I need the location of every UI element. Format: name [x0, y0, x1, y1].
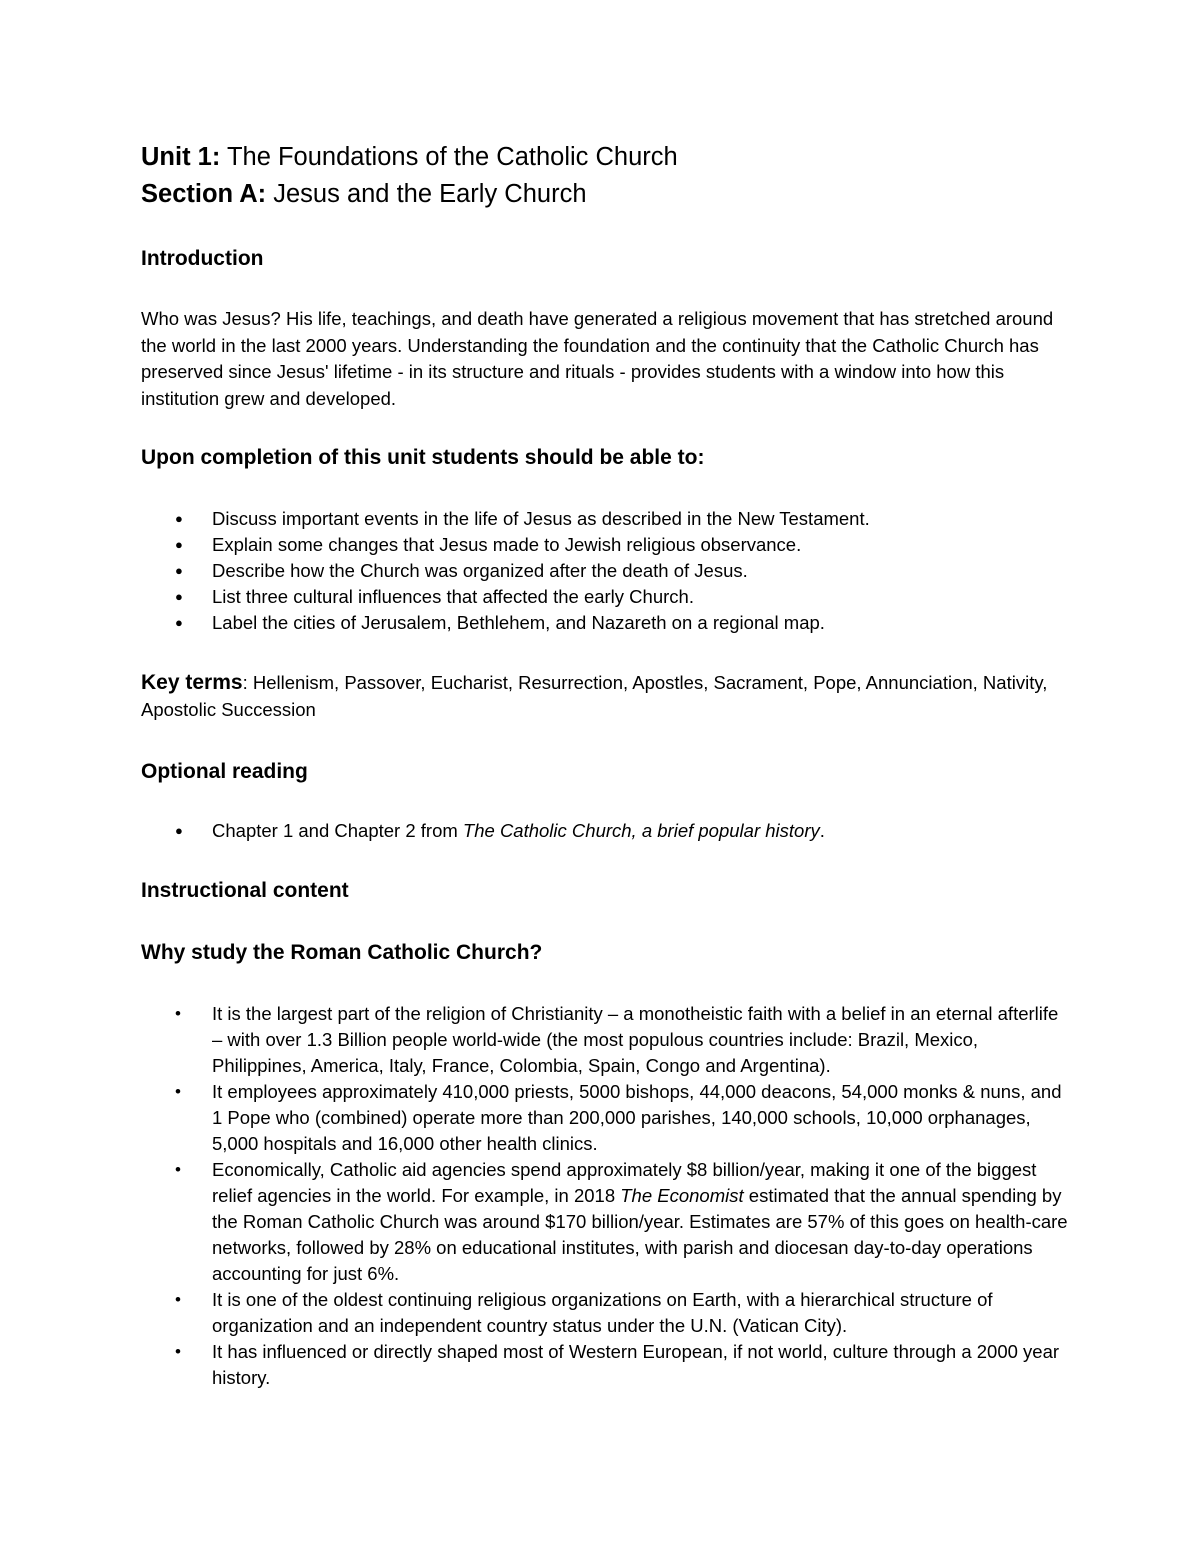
instructional-content-heading: Instructional content — [141, 879, 349, 902]
publication-title: The Economist — [620, 1185, 744, 1206]
list-item: • It is the largest part of the religion of Christianity – a monotheistic faith with a belief in an eternal afterlife – with over 1.3 Billion people world-wide (the most populous countries include: Brazil, Mexico, Philippines, America, Italy, France, Colombia, Spain, Congo and Argentina). — [175, 1003, 1059, 1076]
list-item: ● Label the cities of Jerusalem, Bethlehem, and Nazareth on a regional map. — [141, 610, 870, 636]
list-item: • It has influenced or directly shaped most of Western European, if not world, culture through a 2000 year history. — [175, 1341, 1060, 1388]
key-terms-label: Key terms — [141, 671, 243, 694]
list-item: ● Describe how the Church was organized after the death of Jesus. — [141, 558, 870, 584]
why-study-heading: Why study the Roman Catholic Church? — [141, 941, 543, 964]
optional-reading-heading: Optional reading — [141, 760, 308, 783]
list-item: ● Explain some changes that Jesus made to Jewish religious observance. — [141, 532, 870, 558]
bullet-icon: ● — [175, 589, 183, 604]
bullet-icon: • — [175, 1082, 181, 1101]
bullet-icon: ● — [175, 823, 183, 838]
bullet-icon: ● — [175, 615, 183, 630]
bullet-icon: • — [175, 1342, 181, 1361]
list-item: • It employees approximately 410,000 priests, 5000 bishops, 44,000 deacons, 54,000 monks & nuns, and 1 Pope who (combined) operate more than 200,000 parishes, 140,000 schools, 10,000 orphanages, 5,000 hospitals and 16,000 other health clinics. — [175, 1081, 1062, 1154]
section-label: Section A: — [141, 180, 267, 208]
list-item: ● Chapter 1 and Chapter 2 from The Catholic Church, a brief popular history. — [141, 818, 825, 844]
why-study-list — [141, 1001, 1072, 1391]
section-title-text: Jesus and the Early Church — [273, 180, 587, 208]
list-item: ● Discuss important events in the life of Jesus as described in the New Testament. — [141, 506, 870, 532]
objectives-list — [141, 506, 870, 636]
bullet-icon: • — [175, 1160, 181, 1179]
unit-title-text: The Foundations of the Catholic Church — [226, 143, 678, 171]
book-title: The Catholic Church, a brief popular history — [462, 820, 820, 841]
key-terms-list: : Hellenism, Passover, Eucharist, Resurrection, Apostles, Sacrament, Pope, Annunciation, Nativity, Apostolic Succession — [141, 672, 1048, 720]
list-item: ● List three cultural influences that affected the early Church. — [141, 584, 870, 610]
bullet-icon: • — [175, 1290, 181, 1309]
bullet-icon: ● — [175, 537, 183, 552]
optional-reading-list — [141, 818, 825, 844]
key-terms-paragraph — [141, 670, 1071, 723]
introduction-heading: Introduction — [141, 247, 264, 270]
unit-title — [141, 139, 678, 175]
introduction-paragraph: Who was Jesus? His life, teachings, and death have generated a religious movement that has stretched around the world in the last 2000 years. Understanding the foundation and the continuity that the Catholic Church has preserved since Jesus' lifetime - in its structure and rituals - provides students with a window into how this institution grew and developed. — [141, 308, 1054, 409]
unit-label: Unit 1: — [141, 143, 221, 171]
bullet-icon: ● — [175, 511, 183, 526]
bullet-icon: • — [175, 1004, 181, 1023]
section-title — [141, 176, 587, 212]
list-item: • It is one of the oldest continuing religious organizations on Earth, with a hierarchical structure of organization and an independent country status under the U.N. (Vatican City). — [175, 1289, 993, 1336]
bullet-icon: ● — [175, 563, 183, 578]
objectives-heading: Upon completion of this unit students should be able to: — [141, 446, 705, 469]
list-item: • Economically, Catholic aid agencies spend approximately $8 billion/year, making it one of the biggest relief agencies in the world. For example, in 2018 The Economist estimated that the annual spending by the Roman Catholic Church was around $170 billion/year. Estimates are 57% of this goes on health-care networks, followed by 28% on educational institutes, with parish and diocesan day-to-day operations accounting for just 6%. — [175, 1159, 1068, 1284]
